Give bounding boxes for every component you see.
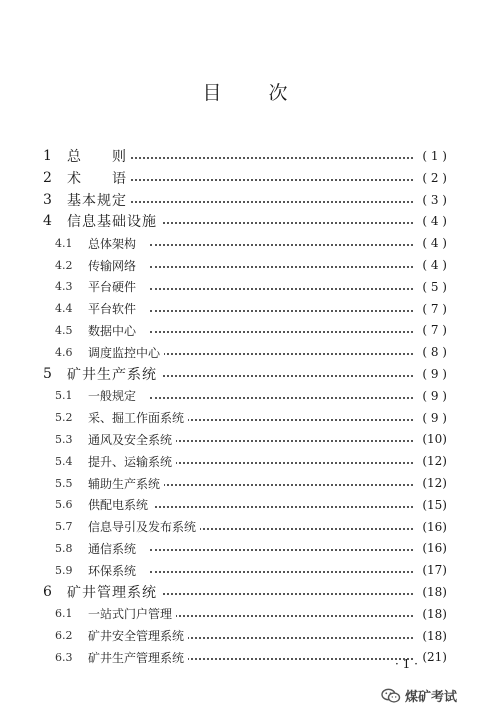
toc-entry-page: ( 9 ): [413, 389, 447, 403]
toc-entry-page: (18): [413, 607, 447, 621]
toc-entry-page: ( 9 ): [413, 411, 447, 425]
toc-entry-number: 5.3: [55, 432, 73, 446]
toc-leader-dots: [150, 308, 413, 312]
toc-entry-page: ( 9 ): [413, 367, 447, 381]
toc-entry-title: 矿井生产系统: [67, 364, 161, 384]
toc-entry-number: 4.2: [55, 258, 73, 272]
toc-leader-dots: [120, 199, 413, 203]
toc-entry: [0, 451, 491, 471]
toc-entry: [0, 364, 491, 384]
toc-entry-title: 平台硬件: [88, 278, 140, 295]
title-left: 目: [202, 82, 223, 104]
toc-entry-page: ( 5 ): [413, 280, 447, 294]
toc-entry-title: 矿井安全管理系统: [88, 627, 188, 644]
toc-leader-dots: [150, 482, 413, 486]
toc-entry-number: 5.1: [55, 389, 73, 403]
toc-entry-title: 术 语: [67, 168, 131, 188]
page-number: · 1 ·: [395, 657, 418, 671]
toc-entry-title: 环保系统: [88, 562, 140, 579]
toc-entry: [0, 190, 491, 210]
toc-entry-title: 一站式门户管理: [88, 605, 176, 622]
toc-entry-page: (17): [413, 563, 447, 577]
toc-entry: [0, 233, 491, 253]
toc-entry-number: 5: [43, 366, 52, 382]
toc-entry-page: ( 7 ): [413, 323, 447, 337]
toc-leader-dots: [150, 635, 413, 639]
toc-entry-page: ( 4 ): [413, 214, 447, 228]
toc-leader-dots: [150, 504, 413, 508]
toc-entry-number: 6.2: [55, 629, 73, 643]
page-title: [0, 78, 491, 105]
toc-entry-page: (12): [413, 476, 447, 490]
toc-entry: [0, 211, 491, 231]
toc-entry-page: (15): [413, 498, 447, 512]
toc-entry-page: ( 4 ): [413, 236, 447, 250]
toc-leader-dots: [150, 613, 413, 617]
toc-entry: [0, 560, 491, 580]
toc-entry-title: 采、掘工作面系统: [88, 409, 188, 426]
toc-entry-page: ( 8 ): [413, 345, 447, 359]
toc-entry-number: 6.3: [55, 650, 73, 664]
toc-entry: [0, 604, 491, 624]
toc-entry: [0, 168, 491, 188]
toc-entry-page: ( 3 ): [413, 193, 447, 207]
toc-entry-number: 4.4: [55, 302, 73, 316]
toc-entry-page: ( 2 ): [413, 171, 447, 185]
toc-entry: [0, 255, 491, 275]
toc-entry-title: 总体架构: [88, 235, 140, 252]
toc-entry-number: 4.6: [55, 345, 73, 359]
toc-entry-page: ( 4 ): [413, 258, 447, 272]
toc-leader-dots: [150, 351, 413, 355]
toc-leader-dots: [150, 395, 413, 399]
wechat-icon: [381, 688, 401, 704]
toc-entry-page: (10): [413, 432, 447, 446]
toc-entry-title: 信息导引及发布系统: [88, 518, 200, 535]
toc-entry-title: 通风及安全系统: [88, 431, 176, 448]
toc-entry-number: 5.6: [55, 498, 73, 512]
toc-entry: [0, 517, 491, 537]
toc-entry-page: (18): [413, 629, 447, 643]
toc-entry-title: 一般规定: [88, 387, 140, 404]
toc-entry-title: 平台软件: [88, 300, 140, 317]
toc-entry-page: (18): [413, 585, 447, 599]
toc-leader-dots: [150, 569, 413, 573]
toc-entry: [0, 342, 491, 362]
toc-entry-title: 基本规定: [67, 190, 131, 210]
toc-entry: [0, 495, 491, 515]
toc-entry-number: 4.3: [55, 280, 73, 294]
toc-entry-title: 供配电系统: [88, 496, 152, 513]
toc-entry-title: 提升、运输系统: [88, 453, 176, 470]
toc-leader-dots: [120, 373, 413, 377]
toc-leader-dots: [120, 591, 413, 595]
toc-entry-title: 辅助生产系统: [88, 475, 164, 492]
toc-leader-dots: [150, 438, 413, 442]
toc-entry-page: ( 1 ): [413, 149, 447, 163]
toc-entry-title: 信息基础设施: [67, 211, 161, 231]
toc-entry-number: 5.2: [55, 411, 73, 425]
toc-entry-number: 2: [43, 169, 52, 186]
toc-entry-number: 5.5: [55, 476, 73, 490]
toc-entry-number: 4.1: [55, 236, 73, 250]
toc-entry-number: 1: [43, 148, 52, 164]
toc-entry-number: 6: [43, 584, 52, 600]
toc-leader-dots: [150, 264, 413, 268]
toc-entry-title: 调度监控中心: [88, 344, 164, 361]
toc-entry-page: (16): [413, 541, 447, 555]
toc-entry: [0, 582, 491, 602]
toc-entry-page: (12): [413, 454, 447, 468]
toc-entry-title: 矿井生产管理系统: [88, 649, 188, 666]
toc-leader-dots: [120, 220, 413, 224]
toc-entry: [0, 473, 491, 493]
toc-leader-dots: [120, 177, 413, 181]
toc-entry-number: 6.1: [55, 607, 73, 621]
toc-leader-dots: [150, 329, 413, 333]
toc-entry: [0, 408, 491, 428]
title-right: 次: [268, 82, 289, 104]
toc-entry-number: 5.8: [55, 541, 73, 555]
toc-leader-dots: [150, 242, 413, 246]
toc-leader-dots: [150, 547, 413, 551]
toc-entry-page: (16): [413, 520, 447, 534]
toc-entry: [0, 429, 491, 449]
toc-entry-title: 传输网络: [88, 257, 140, 274]
toc-entry: [0, 538, 491, 558]
toc-entry-page: ( 7 ): [413, 302, 447, 316]
toc-entry-title: 总 则: [67, 146, 131, 166]
toc-entry-number: 4.5: [55, 323, 73, 337]
toc-leader-dots: [150, 460, 413, 464]
toc-entry-title: 通信系统: [88, 540, 140, 557]
toc-entry: [0, 299, 491, 319]
toc-entry: [0, 320, 491, 340]
toc-entry-number: 5.9: [55, 563, 73, 577]
toc-entry: [0, 146, 491, 166]
toc-entry-page: (21): [413, 650, 447, 664]
toc-leader-dots: [150, 656, 413, 660]
toc-entry-title: 数据中心: [88, 322, 140, 339]
toc-leader-dots: [150, 286, 413, 290]
toc-leader-dots: [150, 417, 413, 421]
watermark: [381, 686, 457, 705]
toc-entry: [0, 626, 491, 646]
toc-entry: [0, 277, 491, 297]
toc-entry-title: 矿井管理系统: [67, 582, 161, 602]
watermark-text: 煤矿考试: [405, 690, 458, 705]
toc-entry: [0, 386, 491, 406]
toc-entry-number: 5.7: [55, 520, 73, 534]
toc-leader-dots: [120, 155, 413, 159]
toc-entry-number: 4: [43, 213, 52, 230]
toc-entry-number: 5.4: [55, 454, 73, 468]
toc-entry-number: 3: [43, 191, 52, 208]
